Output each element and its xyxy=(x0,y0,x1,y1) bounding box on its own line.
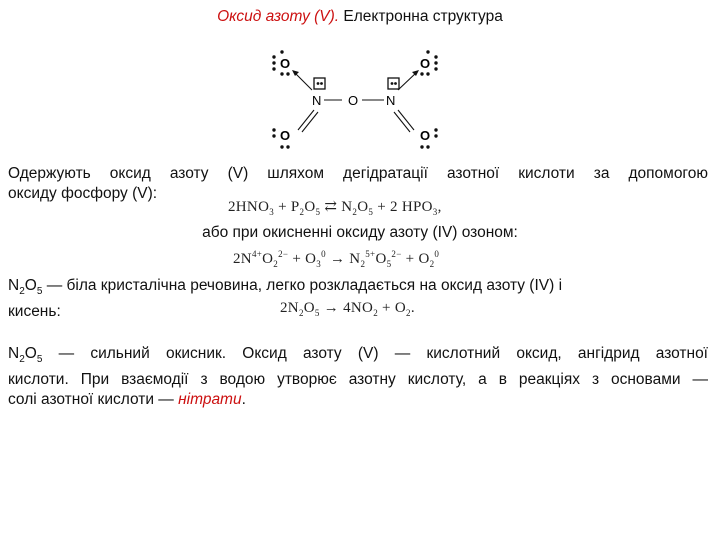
equation-decomposition: $2N_2O_5 \to 4NO_2 + O_2$. xyxy=(280,300,415,318)
title-red-part: Оксид азоту (V). xyxy=(217,8,340,25)
atom-o-bottom-right: O xyxy=(420,128,431,143)
atom-n-right: N xyxy=(386,93,396,108)
equation-dehydration: $2HNO_3 + P_2O_5$ ⇄ $N_2O_5 + 2$ $HPO_3$, xyxy=(228,199,442,217)
n2o5-electron-structure xyxy=(262,48,467,153)
paragraph-line: кислоти. При взаємодії з водою утворює азотну кислоту, а в реакціях з основами — xyxy=(8,371,708,389)
paragraph-line: $N_2O_5$ — біла кристалічна речовина, легко розкладається на оксид азоту (IV) і xyxy=(8,277,563,298)
title-black-part: Електронна структура xyxy=(339,8,503,25)
term-nitrates: нітрати xyxy=(178,391,242,409)
paragraph-line: кисень: xyxy=(8,303,61,321)
paragraph-line: $N_2O_5$ — сильний окисник. Оксид азоту (V) — кислотний оксид, ангідрид азотної xyxy=(8,345,708,366)
paragraph-line: оксиду фосфору (V): xyxy=(8,185,158,202)
paragraph-line: Одержують оксид азоту (V) шляхом дегідратації азотної кислоти за допомогою xyxy=(8,165,708,182)
atom-o-bottom-left: O xyxy=(280,128,291,143)
electron-box-left xyxy=(314,78,325,89)
atom-o-top-right: O xyxy=(420,56,431,71)
atom-n-left: N xyxy=(312,93,322,108)
page-title xyxy=(0,8,720,26)
atom-o-center: O xyxy=(348,93,359,108)
paragraph-oxidizer xyxy=(8,344,708,410)
electron-box-right xyxy=(388,78,399,89)
paragraph-ozone: або при окисненні оксиду азоту (IV) озоном: xyxy=(202,224,518,241)
equation-ozone: $2N^{4+}O_2^{2-} + O_3^0 \to N_2^{5+}O_5^{2-} + O_2^0$ xyxy=(233,249,440,269)
atom-o-top-left: O xyxy=(280,56,291,71)
paragraph-line: солі азотної кислоти — нітрати. xyxy=(8,391,246,409)
